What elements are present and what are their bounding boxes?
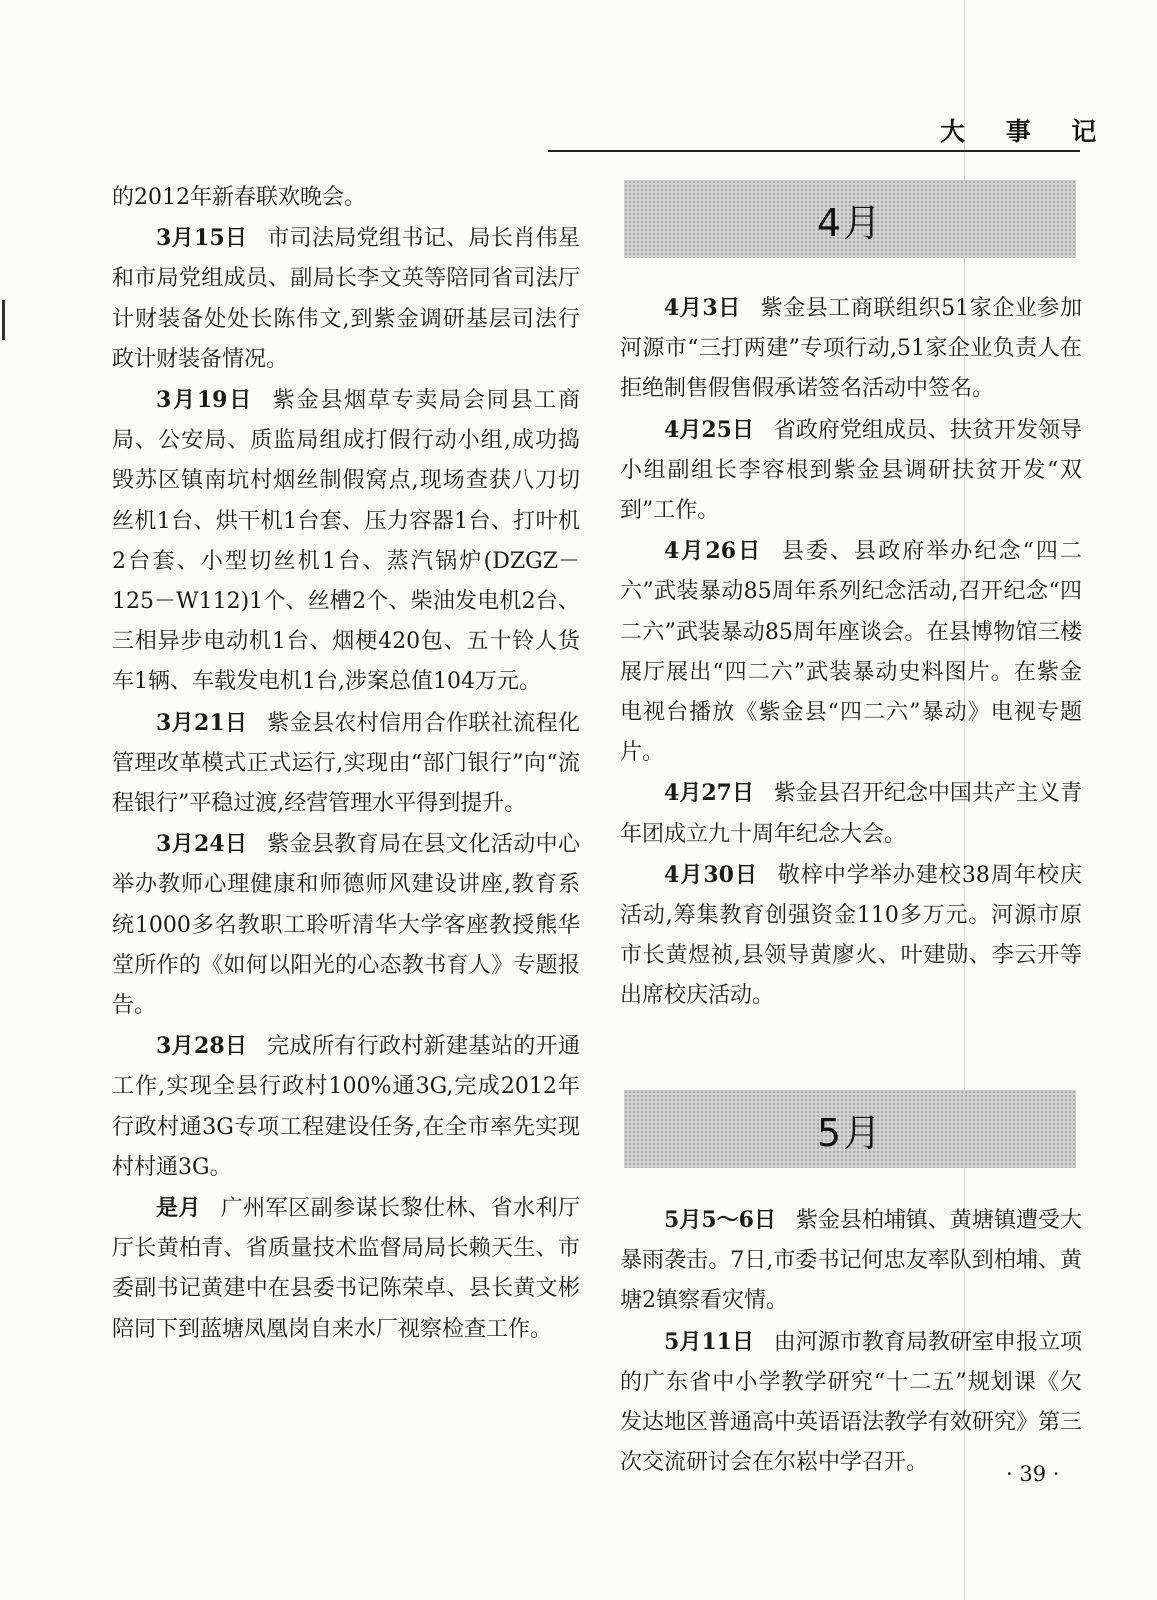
entry-text: 敬梓中学举办建校38周年校庆活动,筹集教育创强资金110多万元。河源市原市长黄煜祯,县领导黄廖火、叶建勋、李云开等出席校庆活动。 (620, 862, 1082, 1009)
entry-text: 县委、县政府举办纪念“四二六”武装暴动85周年系列纪念活动,召开纪念“四二六”武装暴动85周年座谈会。在县博物馆三楼展厅展出“四二六”武装暴动史料图片。在紫金电视台播放《紫金县“四二六”暴动》电视专题片。 (620, 539, 1082, 766)
entry-text: 紫金县工商联组织51家企业参加河源市“三打两建”专项行动,51家企业负责人在拒绝制售假售假承诺签名活动中签名。 (620, 296, 1082, 402)
month-heading-april (624, 180, 1076, 258)
entry-date: 3月15日 (156, 225, 248, 252)
entry-paragraph (620, 410, 1082, 532)
page-number: · 39 · (1006, 1462, 1060, 1486)
entry-date: 4月27日 (664, 780, 754, 807)
entry-text: 省政府党组成员、扶贫开发领导小组副组长李容根到紫金县调研扶贫开发“双到”工作。 (620, 417, 1082, 524)
entry-text: 紫金县柏埔镇、黄塘镇遭受大暴雨袭击。7日,市委书记何忠友率队到柏埔、黄塘2镇察看灾情。 (620, 1208, 1082, 1314)
entry-date: 4月30日 (664, 861, 758, 888)
header-rule (548, 150, 1080, 152)
entry-date: 3月24日 (156, 831, 248, 858)
entry-paragraph (112, 1188, 580, 1350)
section-header-title: 大 事 记 (940, 117, 1113, 146)
entry-paragraph (112, 380, 580, 703)
entry-text: 由河源市教育局教研室申报立项的广东省中小学教学研究“十二五”规划课《欠发达地区普通高中英语语法教学有效研究》第三次交流研讨会在尔崧中学召开。 (620, 1329, 1083, 1476)
entry-text: 完成所有行政村新建基站的开通工作,实现全县行政村100%通3G,完成2012年行政村通3G专项工程建设任务,在全市率先实现村村通3G。 (112, 1034, 580, 1180)
may-column (620, 1200, 1082, 1483)
entry-paragraph (112, 1026, 580, 1188)
month-heading-may (624, 1090, 1076, 1168)
entry-text: 广州军区副参谋长黎仕林、省水利厅厅长黄柏青、省质量技术监督局局长赖天生、市委副书记黄建中在县委书记陈荣卓、县长黄文彬陪同下到蓝塘凤凰岗自来水厂视察检查工作。 (112, 1196, 580, 1342)
entry-date: 5月5～6日 (664, 1207, 777, 1233)
entry-text: 市司法局党组书记、局长肖伟星和市局党组成员、副局长李文英等陪同省司法厅计财装备处处长陈伟文,到紫金调研基层司法行政计财装备情况。 (112, 226, 580, 372)
entry-paragraph (112, 703, 580, 825)
entry-paragraph (620, 531, 1082, 773)
entry-text: 紫金县召开纪念中国共产主义青年团成立九十周年纪念大会。 (620, 781, 1082, 847)
entry-paragraph (620, 773, 1082, 854)
left-column (112, 178, 580, 1350)
scan-edge-mark (2, 300, 5, 340)
entry-paragraph (620, 855, 1082, 1017)
entry-paragraph (620, 1200, 1082, 1322)
entry-paragraph (620, 288, 1082, 410)
entry-text: 紫金县烟草专卖局会同县工商局、公安局、质监局组成打假行动小组,成功捣毁苏区镇南坑村烟丝制假窝点,现场查获八刀切丝机1台、烘干机1台套、压力容器1台、打叶机2台套、小型切丝机1台、蒸汽锅炉(DZGZ－125－W112)1个、丝槽2个、柴油发电机2台、三相异步电动机1台、烟梗420包、五十铃人货车1辆、车载发电机1台,涉案总值104万元。 (112, 388, 580, 695)
entry-text: 紫金县农村信用合作联社流程化管理改革模式正式运行,实现由“部门银行”向“流程银行”平稳过渡,经营管理水平得到提升。 (112, 710, 580, 817)
entry-date: 3月21日 (156, 709, 248, 736)
entry-date: 4月26日 (664, 538, 763, 565)
entry-date: 3月28日 (156, 1033, 248, 1060)
entry-date: 3月19日 (156, 387, 253, 414)
entry-paragraph (112, 218, 580, 380)
entry-paragraph (620, 1322, 1082, 1484)
april-column (620, 288, 1082, 1017)
entry-paragraph (112, 824, 580, 1026)
entry-date: 4月3日 (664, 295, 741, 321)
month-heading-label: 5月 (816, 1110, 884, 1155)
entry-text: 紫金县教育局在县文化活动中心举办教师心理健康和师德师风建设讲座,教育系统1000多名教职工聆听清华大学客座教授熊华堂所作的《如何以阳光的心态教书育人》专题报告。 (112, 832, 580, 1019)
entry-date: 4月25日 (664, 416, 754, 443)
month-heading-label: 4月 (816, 200, 884, 245)
entry-date: 是月 (156, 1195, 201, 1222)
continuation-paragraph: 的2012年新春联欢晚会。 (112, 185, 366, 210)
entry-date: 5月11日 (664, 1328, 754, 1355)
